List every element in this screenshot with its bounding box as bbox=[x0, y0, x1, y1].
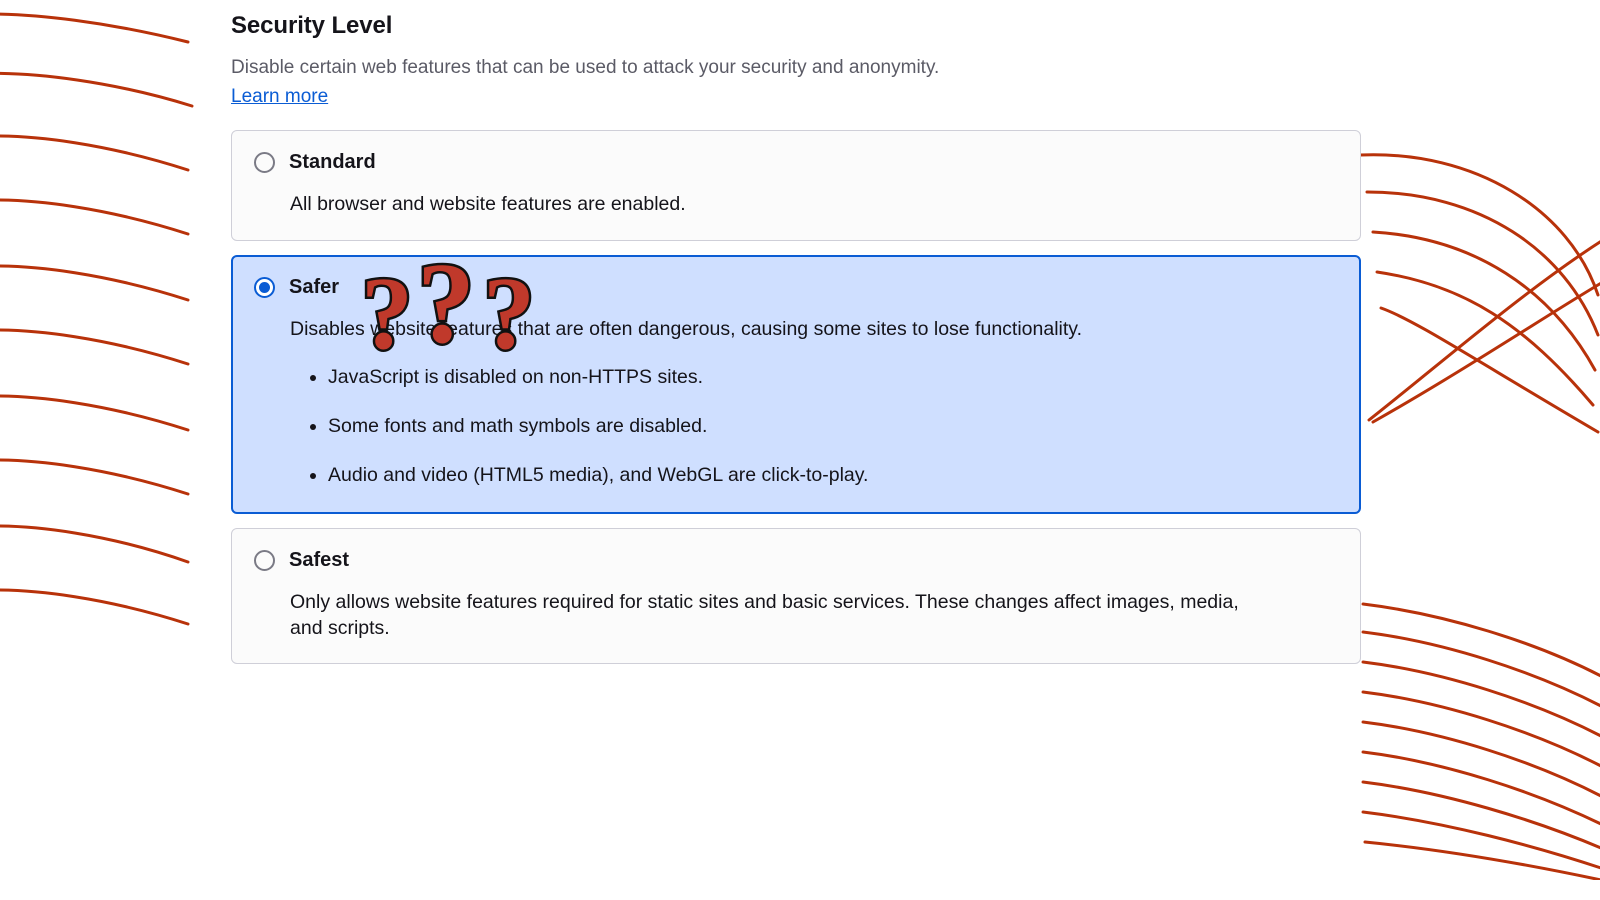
radio-safest[interactable] bbox=[254, 550, 275, 571]
doodle-left-decoration bbox=[0, 0, 230, 640]
security-level-option-safest[interactable] bbox=[231, 528, 1361, 665]
list-item: • Some fonts and math symbols are disabled. bbox=[328, 414, 1338, 439]
svg-text:?: ? bbox=[417, 250, 475, 368]
option-description-standard: All browser and website features are enabled. bbox=[290, 192, 686, 215]
learn-more-link[interactable]: Learn more bbox=[231, 85, 329, 107]
option-header-standard bbox=[254, 151, 1338, 174]
svg-text:?: ? bbox=[483, 256, 535, 371]
svg-text:?: ? bbox=[361, 256, 413, 371]
option-header-safest bbox=[254, 549, 1338, 572]
radio-safer[interactable] bbox=[254, 277, 275, 298]
option-label-standard: Standard bbox=[289, 150, 376, 173]
security-level-radio-group bbox=[231, 130, 1361, 665]
list-item: • JavaScript is disabled on non-HTTPS sites. bbox=[328, 365, 1338, 390]
option-bullets-safer bbox=[290, 365, 1338, 489]
doodle-right-bottom-decoration bbox=[1355, 580, 1600, 880]
option-label-safer: Safer bbox=[289, 275, 340, 298]
option-description-safest: Only allows website features required for static sites and basic services. These changes affect images, media, and scripts. bbox=[290, 590, 1239, 639]
option-header-safer bbox=[254, 276, 1338, 299]
security-level-panel bbox=[231, 0, 1361, 678]
option-description-safer: Disables website features that are often dangerous, causing some sites to lose functionality. bbox=[290, 317, 1082, 340]
option-label-safest: Safest bbox=[289, 548, 350, 571]
security-level-option-safer[interactable] bbox=[231, 255, 1361, 514]
security-level-option-standard[interactable] bbox=[231, 130, 1361, 241]
section-description: Disable certain web features that can be used to attack your security and anonymity. bbox=[231, 57, 940, 78]
radio-standard[interactable] bbox=[254, 152, 275, 173]
page-title: Security Level bbox=[231, 12, 393, 39]
list-item: • Audio and video (HTML5 media), and WebGL are click-to-play. bbox=[328, 463, 1338, 488]
doodle-right-top-decoration bbox=[1355, 120, 1600, 440]
